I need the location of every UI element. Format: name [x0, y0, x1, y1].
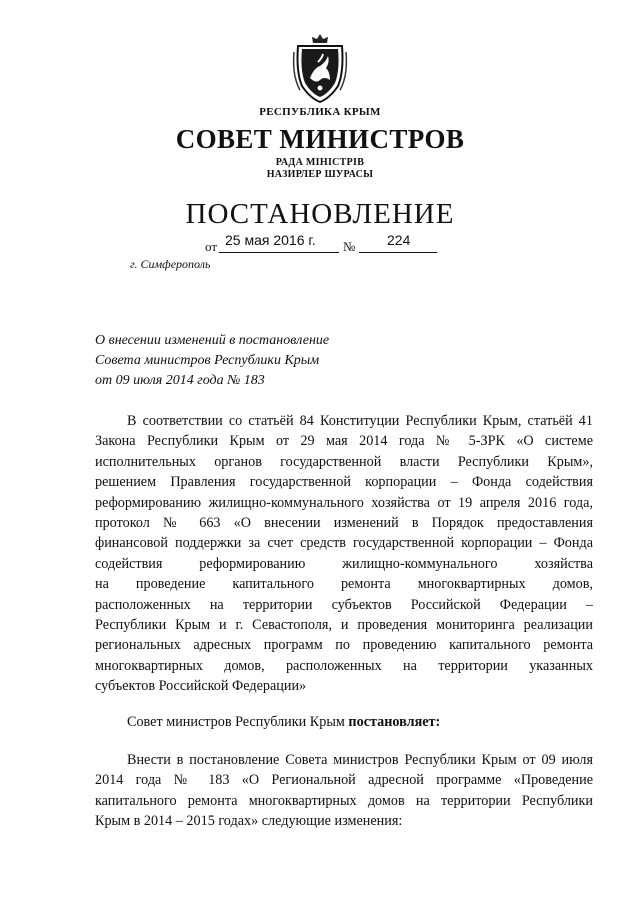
resolution-text: Совет министров Республики Крым [127, 714, 349, 730]
text-line: В соответствии со статьёй 84 Конституции Республики Крым, статьёй 41 [127, 413, 593, 429]
text-line: Крым в 2014 – 2015 годах» следующие изменения: [95, 813, 403, 830]
body-paragraph-2 [95, 712, 593, 732]
text-line: решением Правления государственной корпорации – Фонда содействия [95, 474, 593, 491]
subject-line: О внесении изменений в постановление [95, 333, 330, 348]
text-line: Внести в постановление Совета министров Республики Крым от 09 июля [127, 752, 593, 768]
council-title-uk: РАДА МІНІСТРІВ [275, 157, 365, 168]
subject-line: Совета министров Республики Крым [95, 353, 320, 368]
text-line: исполнительных органов государственной власти Республики Крым», [95, 453, 593, 470]
document-subject [95, 331, 329, 391]
text-line: на проведение капитального ремонта многоквартирных домов, [95, 576, 593, 593]
text-line: расположенных на территории субъектов Российской Федерации – [95, 596, 593, 613]
date-prefix: от [205, 239, 218, 254]
text-line: многоквартирных домов, расположенных на территории указанных [95, 657, 593, 674]
text-line: региональных адресных программ по проведению капитального ремонта [95, 637, 593, 654]
republic-title: РЕСПУБЛИКА КРЫМ [259, 106, 381, 118]
subject-line: от 09 июля 2014 года № 183 [95, 373, 265, 388]
text-line: реформированию жилищно-коммунального хозяйства от 19 апреля 2016 года, [95, 494, 593, 511]
resolution-verb: постановляет: [348, 714, 441, 730]
text-line: 2014 года № 183 «О Региональной адресной программе «Проведение [95, 772, 593, 789]
body-paragraph-1 [95, 411, 593, 697]
text-line: субъектов Российской Федерации» [95, 678, 307, 695]
document-date: 25 мая 2016 г. [225, 232, 316, 248]
city-label: г. Симферополь [130, 257, 211, 271]
text-line: капитального ремонта многоквартирных домов на территории Республики [95, 792, 593, 809]
date-number-line [205, 232, 445, 254]
council-title: СОВЕТ МИНИСТРОВ [175, 124, 465, 154]
coat-of-arms-emblem [292, 32, 348, 104]
text-line: содействия реформированию жилищно-коммунального хозяйства [95, 555, 593, 572]
text-line: Закона Республики Крым от 29 мая 2014 года № 5-ЗРК «О системе [95, 433, 593, 450]
body-paragraph-3 [95, 750, 593, 832]
number-prefix: № [343, 239, 356, 254]
document-type-title: ПОСТАНОВЛЕНИЕ [185, 198, 455, 230]
document-number: 224 [387, 232, 411, 248]
number-underline [359, 252, 437, 253]
date-underline [219, 252, 339, 253]
text-line: финансовой поддержки за счет средств государственной корпорации – Фонда [95, 535, 593, 552]
council-title-crh: НАЗИРЛЕР ШУРАСЫ [266, 169, 374, 180]
text-line: Республики Крым и г. Севастополя, и проведения мониторинга реализации [95, 617, 593, 634]
text-line: протокол № 663 «О внесении изменений в Порядок предоставления [95, 515, 593, 532]
